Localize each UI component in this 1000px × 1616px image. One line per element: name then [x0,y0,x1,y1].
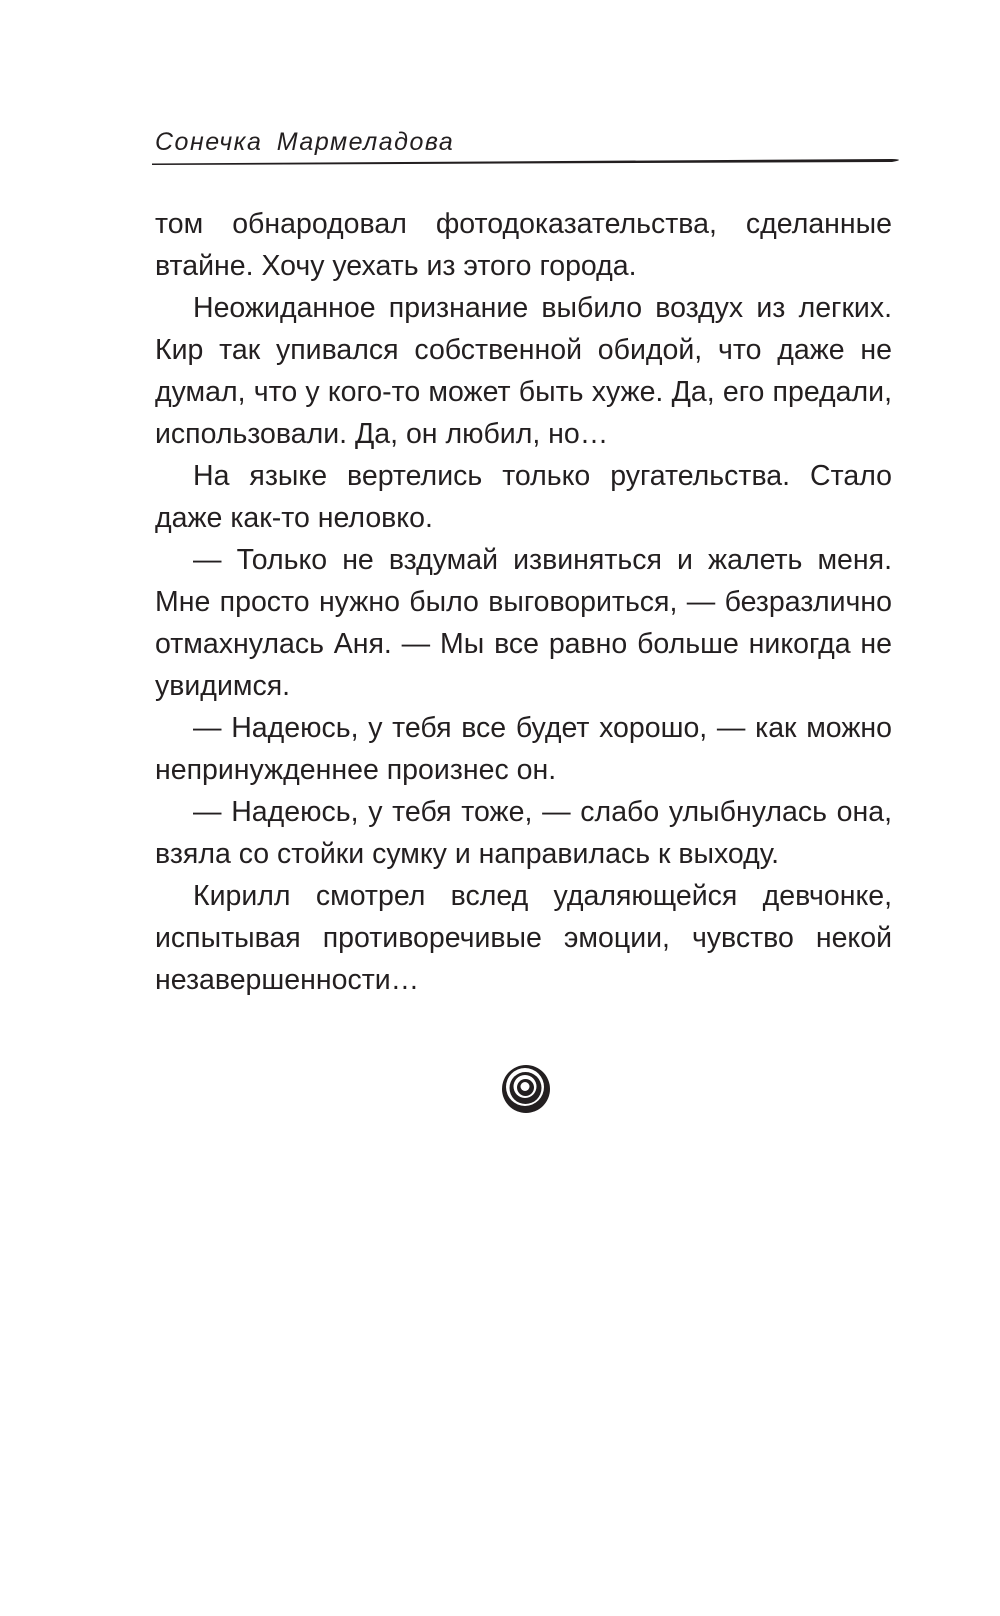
paragraph: Кирилл смотрел вслед удаляющейся девчонке, испытывая противоречивые эмоции, чувство некой незавершенности… [155,880,892,996]
paragraph: — Надеюсь, у тебя тоже, — слабо улыбнулась она, взяла со стойки сумку и направилась к выходу. [155,796,892,870]
paragraph: — Только не вздумай извиняться и жалеть меня. Мне просто нужно было выговориться, — безразлично отмахнулась Аня. — Мы все равно больше никогда не увидимся. [155,544,892,702]
header-rule [152,157,906,167]
running-header-title: Сонечка Мармеладова [155,128,455,156]
paragraph: На языке вертелись только ругательства. Стало даже как-то неловко. [155,460,892,534]
chapter-text [155,203,892,1001]
paragraph: — Надеюсь, у тебя все будет хорошо, — как можно непринужденнее произнес он. [155,712,892,786]
paragraph: том обнародовал фотодоказательства, сделанные втайне. Хочу уехать из этого города. [155,208,892,282]
paragraph: Неожиданное признание выбило воздух из легких. Кир так упивался собственной обидой, что даже не думал, что у кого-то может быть хуже. Да, его предали, использовали. Да, он любил, но… [155,292,892,450]
concentric-spiral-icon [500,1063,552,1115]
